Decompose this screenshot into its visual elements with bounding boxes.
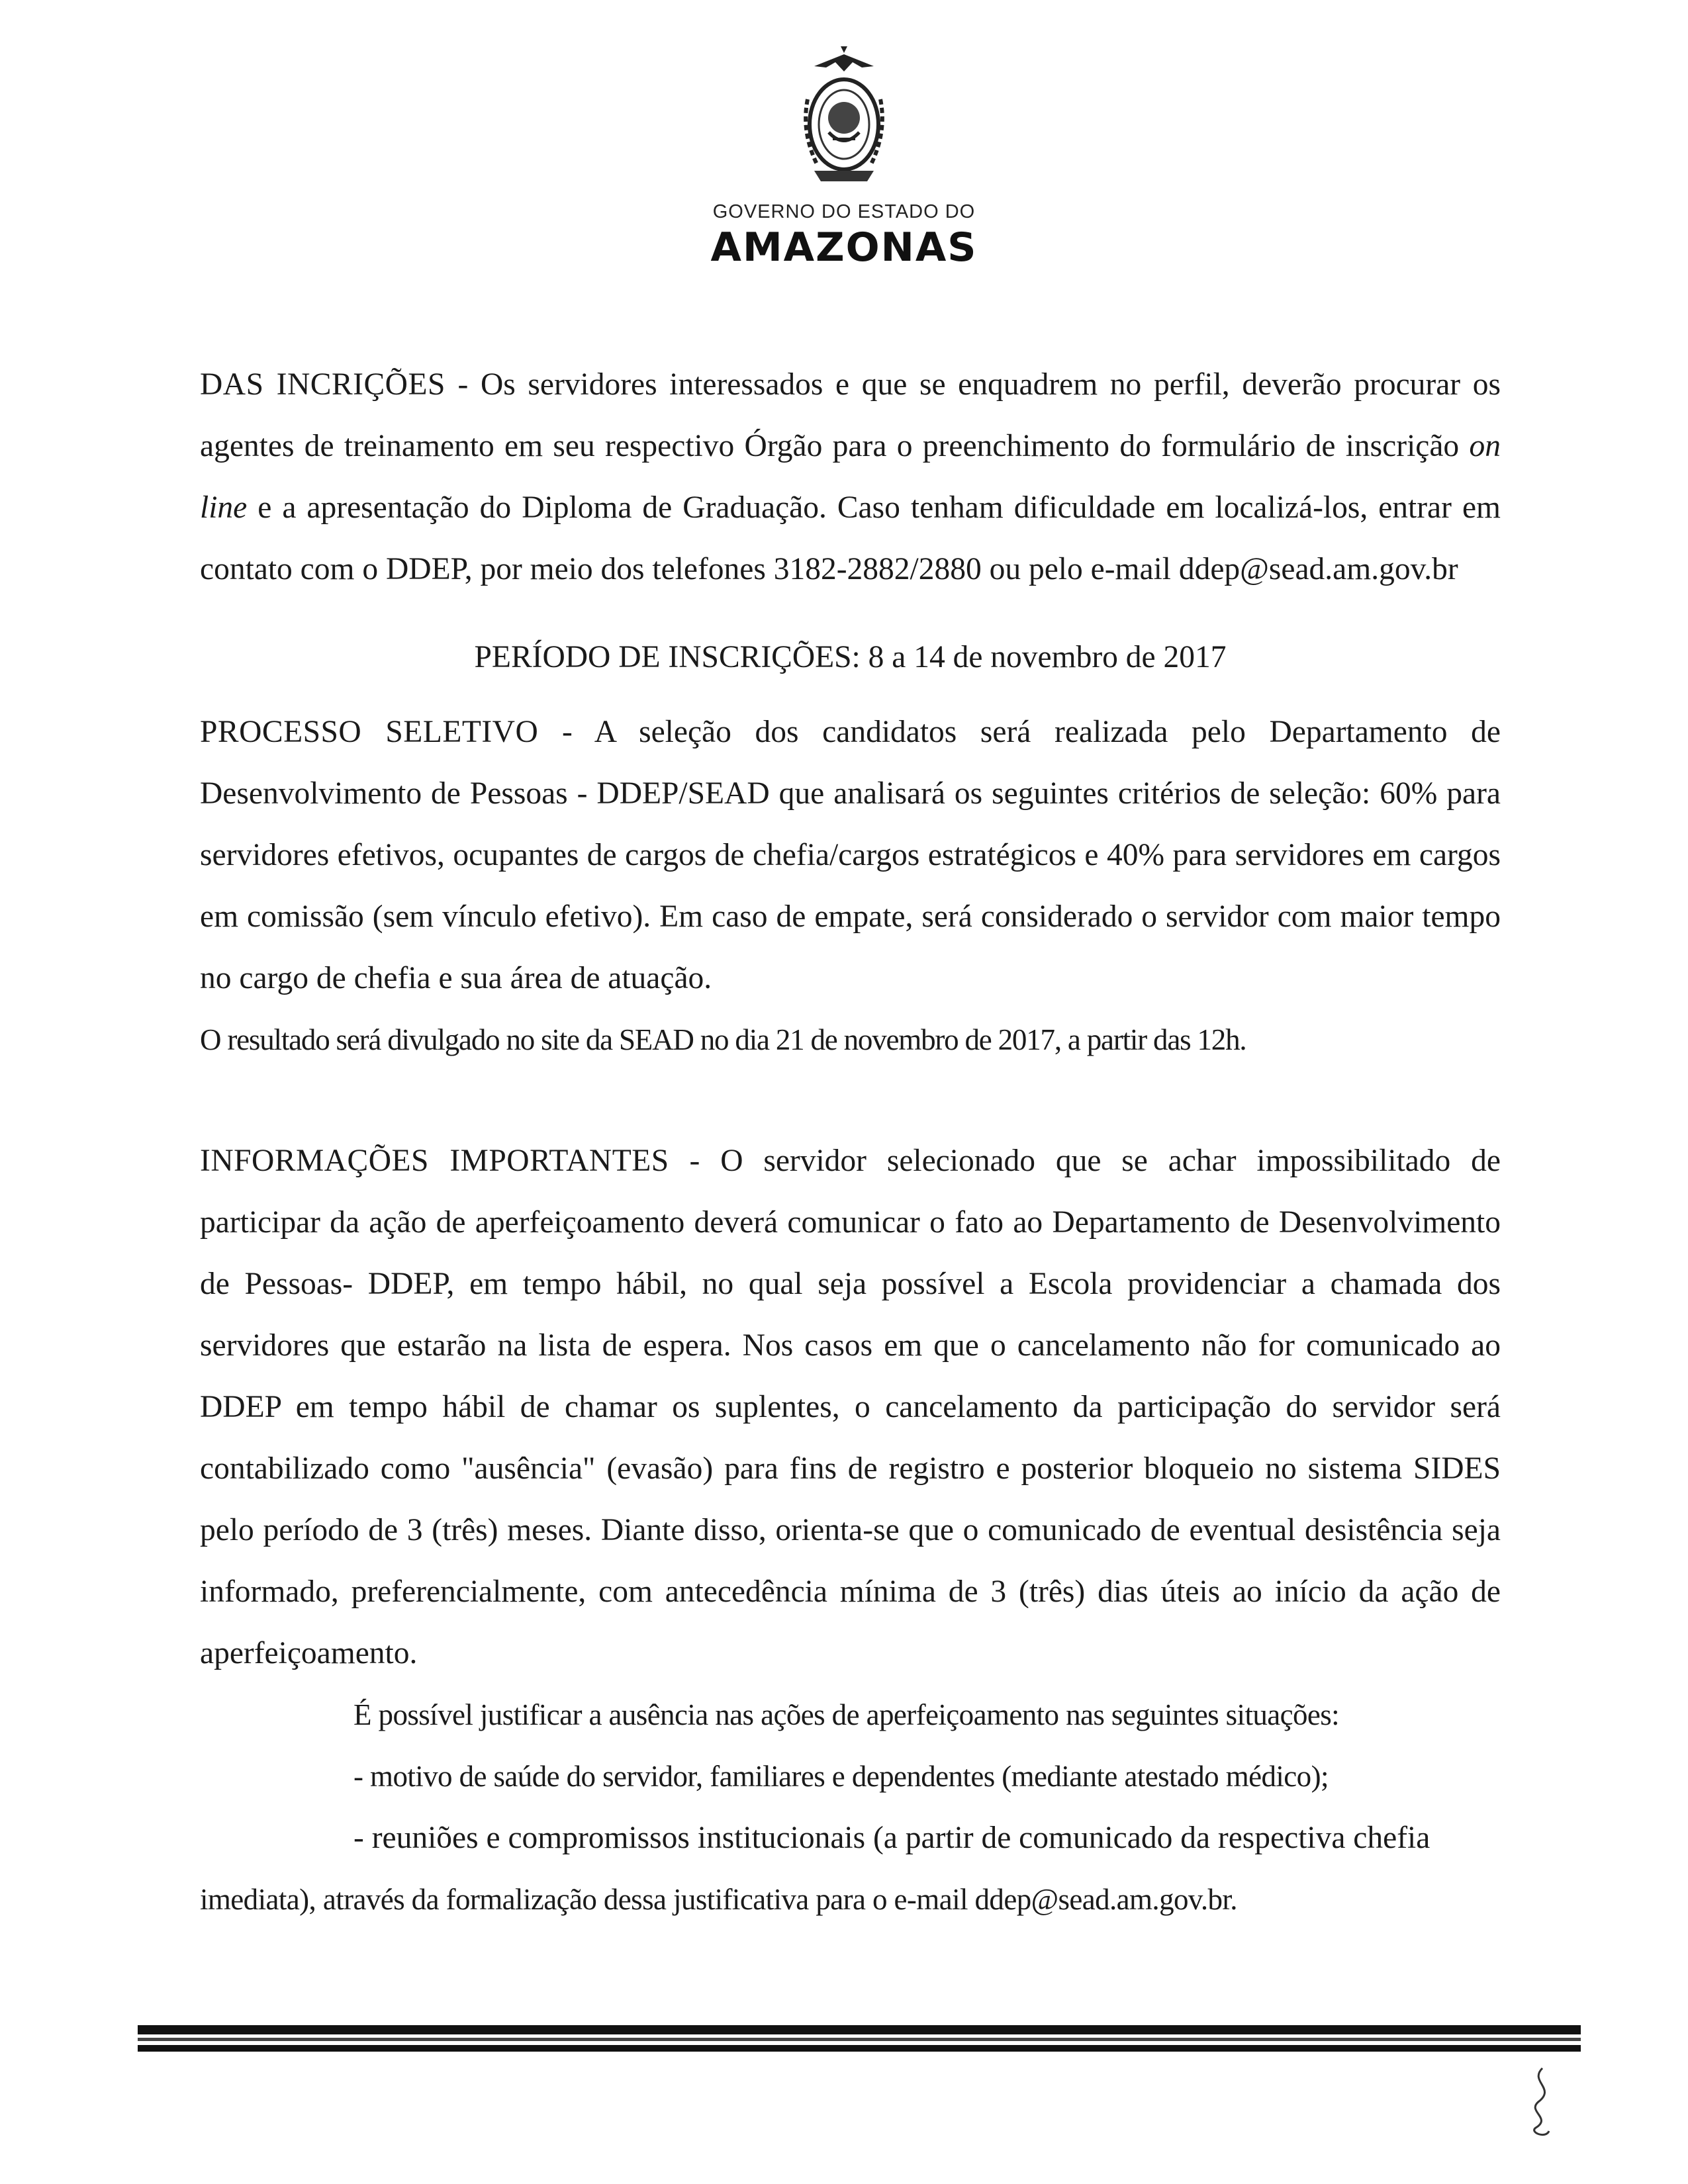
periodo-inscricoes: PERÍODO DE INSCRIÇÕES: 8 a 14 de novembro de 2017 <box>474 640 1227 674</box>
justificar-intro: É possível justificar a ausência nas ações de aperfeiçoamento nas seguintes situações: <box>353 1698 1340 1731</box>
processo-paragraph <box>200 702 1501 1009</box>
inscricoes-italic: on line <box>200 429 1501 525</box>
footer-rule-mid <box>138 2045 1581 2052</box>
document-body <box>200 354 1501 1931</box>
inscricoes-text-1: - Os servidores interessados e que se enquadrem no perfil, deverão procurar os agentes de treinamento em seu respectivo Órgão para o preenchimento do formulário de inscrição <box>200 367 1501 463</box>
state-name: AMAZONAS <box>710 224 978 271</box>
informacoes-paragraph <box>200 1130 1501 1684</box>
footer-rule-thin <box>138 2038 1581 2041</box>
letterhead <box>0 40 1688 271</box>
initials-signature <box>1516 2065 1569 2144</box>
inscricoes-heading: DAS INCRIÇÕES <box>200 367 445 402</box>
inscricoes-paragraph <box>200 354 1501 600</box>
informacoes-heading: INFORMAÇÕES IMPORTANTES <box>200 1144 669 1178</box>
spacer <box>200 1071 1501 1130</box>
processo-heading: PROCESSO SELETIVO <box>200 715 539 749</box>
informacoes-text: - O servidor selecionado que se achar impossibilitado de participar da ação de aperfeiçoamento deverá comunicar o fato ao Departamento de Desenvolvimento de Pessoas- DDEP, em tempo hábil, no qual seja possível a Escola providenciar a chamada dos servidores que estarão na lista de espera. Nos casos em que o cancelamento não for comunicado ao DDEP em tempo hábil de chamar os suplentes, o cancelamento da participação do servidor será contabilizado como "ausência" (evasão) para fins de registro e posterior bloqueio no sistema SIDES pelo período de 3 (três) meses. Diante disso, orienta-se que o comunicado de eventual desistência seja informado, preferencialmente, com antecedência mínima de 3 (três) dias úteis ao início da ação de aperfeiçoamento. <box>200 1144 1501 1670</box>
justificar-item-reunioes-cont: imediata), através da formalização dessa justificativa para o e-mail ddep@sead.am.gov.br. <box>200 1883 1237 1916</box>
footer-rules <box>138 2025 1581 2052</box>
resultado-line: O resultado será divulgado no site da SEAD no dia 21 de novembro de 2017, a partir das 12h. <box>200 1023 1246 1056</box>
footer-rule-thick <box>138 2025 1581 2034</box>
inscricoes-text-2: e a apresentação do Diploma de Graduação. Caso tenham dificuldade em localizá-los, entrar em contato com o DDEP, por meio dos telefones 3182-2882/2880 ou pelo e-mail ddep@sead.am.gov.br <box>200 490 1501 586</box>
justificar-item-reunioes: - reuniões e compromissos institucionais (a partir de comunicado da respectiva chefia <box>353 1821 1430 1855</box>
justificar-item-saude: - motivo de saúde do servidor, familiares e dependentes (mediante atestado médico); <box>353 1760 1329 1793</box>
processo-text: - A seleção dos candidatos será realizada pelo Departamento de Desenvolvimento de Pessoas - DDEP/SEAD que analisará os seguintes critérios de seleção: 60% para servidores efetivos, ocupantes de cargos de chefia/cargos estratégicos e 40% para servidores em cargos em comissão (sem vínculo efetivo). Em caso de empate, será considerado o servidor com maior tempo no cargo de chefia e sua área de atuação. <box>200 715 1501 995</box>
government-label: GOVERNO DO ESTADO DO <box>712 201 976 222</box>
state-coat-of-arms-icon <box>788 40 900 192</box>
